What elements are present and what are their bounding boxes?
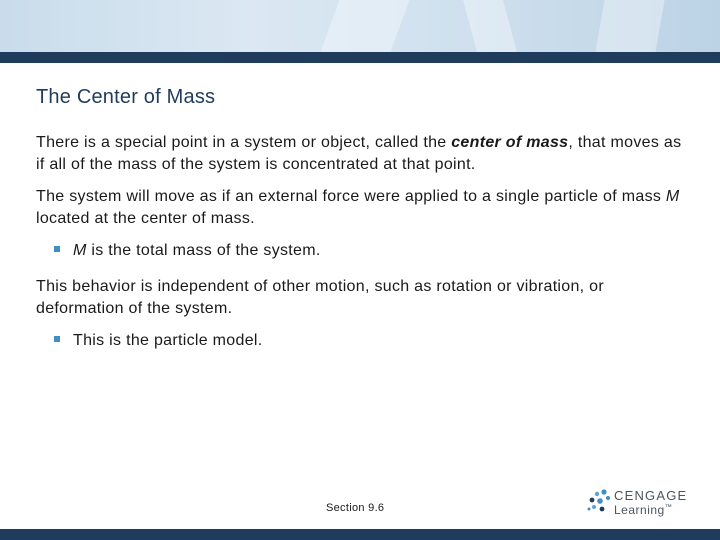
- paragraph-3: This behavior is independent of other motion, such as rotation or vibration, or deformation of the system.: [36, 278, 605, 317]
- logo-trademark: ™: [664, 504, 673, 511]
- bullet-1-rest: is the total mass of the system.: [86, 242, 321, 259]
- footer-bar: [0, 529, 720, 540]
- header-banner: [0, 0, 720, 52]
- logo-wordmark-learning: Learning: [614, 503, 665, 517]
- paragraph-2-text-b: located at the center of mass.: [36, 210, 255, 227]
- mass-variable: M: [73, 242, 87, 259]
- cengage-logo: [586, 486, 690, 518]
- banner-facet: [595, 0, 664, 52]
- paragraph-1: [36, 132, 686, 176]
- paragraph-2-text-a: The system will move as if an external force were applied to a single particle of mass: [36, 188, 666, 205]
- center-of-mass-term: center of mass: [451, 134, 569, 151]
- bullet-square-icon: [54, 246, 60, 252]
- header-bar: [0, 52, 720, 63]
- bullet-1-text: [73, 240, 321, 262]
- banner-facet: [321, 0, 410, 52]
- bullet-2-text: This is the particle model.: [73, 332, 263, 349]
- slide-title: The Center of Mass: [36, 86, 216, 108]
- logo-wordmark-bottom: [614, 503, 672, 517]
- banner-facet: [463, 0, 517, 52]
- paragraph-1-text-b: , that moves as if all of the mass of the system is concentrated at that point.: [36, 134, 682, 173]
- bullet-square-icon: [54, 336, 60, 342]
- slide-body: [36, 132, 686, 366]
- cengage-dots-icon: [586, 488, 612, 516]
- paragraph-2: [36, 186, 686, 230]
- bullet-1: [54, 240, 686, 262]
- mass-variable: M: [665, 188, 680, 205]
- section-label: Section 9.6: [326, 502, 385, 514]
- bullet-2: [54, 330, 686, 352]
- logo-wordmark-top: CENGAGE: [614, 488, 688, 503]
- paragraph-1-text-a: There is a special point in a system or object, called the: [36, 134, 452, 151]
